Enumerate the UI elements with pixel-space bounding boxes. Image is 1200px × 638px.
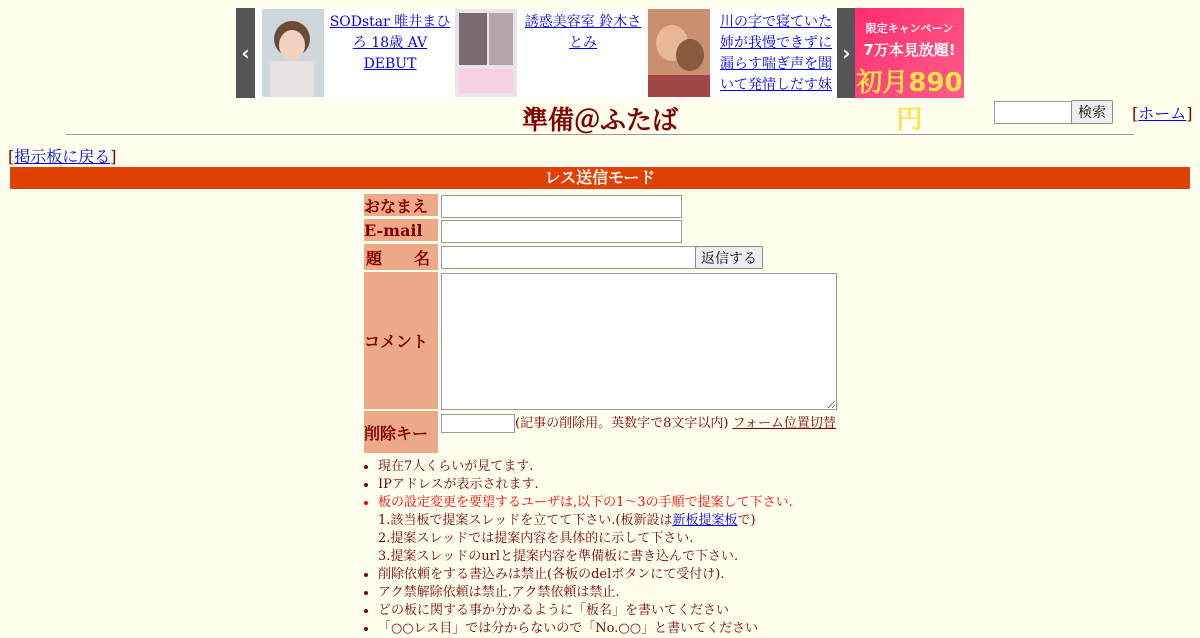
ad-item-1[interactable] bbox=[262, 8, 452, 98]
promo-line-3: 初月890円 bbox=[856, 68, 963, 135]
page-title: 準備＠ふたば bbox=[521, 106, 678, 136]
ad-item-3[interactable] bbox=[648, 8, 838, 98]
subject-label: 題 名 bbox=[364, 244, 438, 270]
note-subitem: 3.提案スレッドのurlと提案内容を準備板に書き込んで下さい. bbox=[378, 549, 739, 564]
note-item: • 削除依頼をする書込みは禁止(各板のdelボタンにて受付け). bbox=[378, 566, 878, 584]
note-item: • どの板に関する事か分かるように「板名」を書いてください bbox=[378, 602, 878, 620]
email-label: E-mail bbox=[364, 219, 438, 241]
email-field[interactable] bbox=[441, 220, 682, 243]
note-item-warning: • 板の設定変更を要望するユーザは,以下の1～3の手順で提案して下さい. bbox=[378, 494, 878, 512]
subject-field[interactable] bbox=[441, 246, 699, 269]
ad-thumbnail-1 bbox=[262, 9, 324, 97]
chevron-right-icon: › bbox=[842, 41, 851, 65]
note-subitem: 2.提案スレッドでは提案内容を具体的に示して下さい. bbox=[378, 531, 694, 546]
new-board-proposal-link[interactable]: 新板提案板 bbox=[672, 513, 738, 528]
notes-list bbox=[364, 458, 878, 638]
ad-thumbnail-3 bbox=[648, 9, 710, 97]
reply-submit-button[interactable]: 返信する bbox=[695, 246, 763, 269]
chevron-left-icon: ‹ bbox=[241, 41, 250, 65]
form-position-toggle-link[interactable]: フォーム位置切替 bbox=[732, 416, 836, 431]
ad-thumbnail-2 bbox=[455, 9, 517, 97]
search-input[interactable] bbox=[994, 101, 1077, 124]
promo-line-1: 限定キャンペーン bbox=[865, 22, 954, 35]
ad-next-button[interactable] bbox=[837, 8, 856, 98]
note-subitem: 1.該当板で提案スレッドを立てて下さい.(板新設は新板提案板で) bbox=[378, 513, 756, 528]
comment-label: コメント bbox=[364, 272, 438, 409]
delete-key-label: 削除キー bbox=[364, 411, 438, 453]
back-to-board-link[interactable]: 掲示板に戻る bbox=[14, 147, 111, 166]
name-label: おなまえ bbox=[364, 194, 438, 216]
ad-link-1[interactable]: SODstar 唯井まひろ 18歳 AV DEBUT bbox=[329, 14, 451, 72]
delete-key-row bbox=[441, 414, 836, 433]
comment-textarea[interactable] bbox=[441, 273, 837, 410]
ad-link-3[interactable]: 川の字で寝ていた姉が我慢できずに漏らす喘ぎ声を聞いて発情しだす妹 bbox=[720, 14, 832, 93]
note-item: • 現在7人くらいが見てます. bbox=[378, 458, 878, 476]
search-button[interactable]: 検索 bbox=[1071, 100, 1113, 124]
home-link-wrapper: [ホーム] bbox=[1132, 104, 1193, 123]
back-link-wrapper: [掲示板に戻る] bbox=[8, 147, 117, 166]
ad-promo-banner[interactable] bbox=[855, 8, 964, 135]
delete-key-input[interactable] bbox=[441, 414, 515, 433]
note-item: • アク禁解除依頼は禁止.アク禁依頼は禁止. bbox=[378, 584, 878, 602]
ad-link-2[interactable]: 誘惑美容室 鈴木さとみ bbox=[524, 14, 642, 51]
note-item: • 「○○レス目」では分からないので「No.○○」と書いてください bbox=[378, 620, 878, 638]
promo-line-2: 7万本見放題! bbox=[863, 41, 956, 59]
delete-key-note: (記事の削除用。英数字で8文字以内) bbox=[515, 416, 729, 431]
ad-item-2[interactable] bbox=[455, 8, 645, 98]
reply-mode-bar: レス送信モード bbox=[10, 167, 1190, 189]
home-link[interactable]: ホーム bbox=[1138, 104, 1187, 123]
divider bbox=[66, 134, 1134, 135]
ad-prev-button[interactable] bbox=[236, 8, 255, 98]
name-field[interactable] bbox=[441, 195, 682, 218]
note-item: • IPアドレスが表示されます. bbox=[378, 476, 878, 494]
